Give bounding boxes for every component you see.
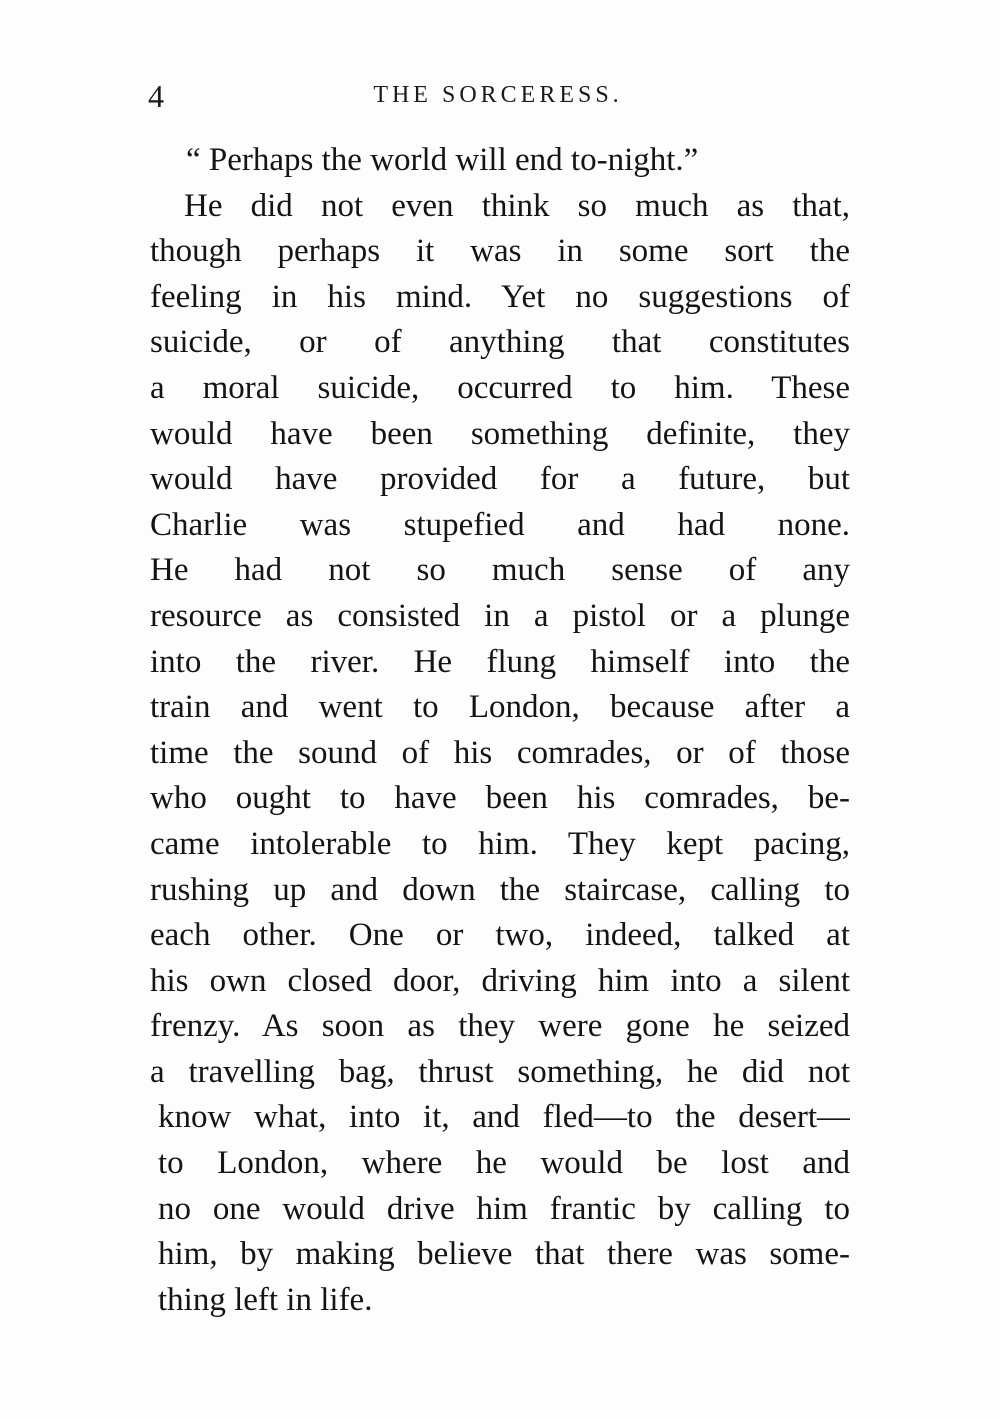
text-line: came intolerable to him. They kept pacing, <box>150 825 850 862</box>
text-line: suicide, or of anything that constitutes <box>150 324 850 361</box>
text-line: him, by making believe that there was some- <box>158 1236 850 1273</box>
text-line: frenzy. As soon as they were gone he seized <box>150 1008 850 1045</box>
text-line: time the sound of his comrades, or of those <box>150 734 850 771</box>
running-title: THE SORCERESS. <box>373 82 623 108</box>
text-line: his own closed door, driving him into a silent <box>150 962 850 999</box>
text-line: feeling in his mind. Yet no suggestions of <box>150 278 850 315</box>
page-header <box>148 78 848 114</box>
text-line: thing left in life. <box>158 1281 373 1318</box>
text-line: rushing up and down the staircase, calling to <box>150 871 850 908</box>
text-line: would have provided for a future, but <box>150 461 850 498</box>
text-line: He had not so much sense of any <box>150 552 850 589</box>
text-line: to London, where he would be lost and <box>158 1145 850 1182</box>
text-line: train and went to London, because after a <box>150 689 850 726</box>
page-number: 4 <box>148 78 164 114</box>
text-line: a travelling bag, thrust something, he did not <box>150 1053 850 1090</box>
text-line: who ought to have been his comrades, be- <box>150 780 850 817</box>
text-line: would have been something definite, they <box>150 415 850 452</box>
text-line: “ Perhaps the world will end to-night.” <box>186 142 699 178</box>
text-line: into the river. He flung himself into the <box>150 643 850 680</box>
text-line: know what, into it, and fled—to the desert— <box>158 1099 850 1136</box>
text-line: a moral suicide, occurred to him. These <box>150 369 850 406</box>
text-line: though perhaps it was in some sort the <box>150 233 850 270</box>
body-text <box>150 138 850 1323</box>
text-line: He did not even think so much as that, <box>184 187 850 224</box>
text-line: Charlie was stupefied and had none. <box>150 506 850 543</box>
text-line: each other. One or two, indeed, talked at <box>150 917 850 954</box>
text-line: resource as consisted in a pistol or a plunge <box>150 597 850 634</box>
text-line: no one would drive him frantic by calling to <box>158 1190 850 1227</box>
